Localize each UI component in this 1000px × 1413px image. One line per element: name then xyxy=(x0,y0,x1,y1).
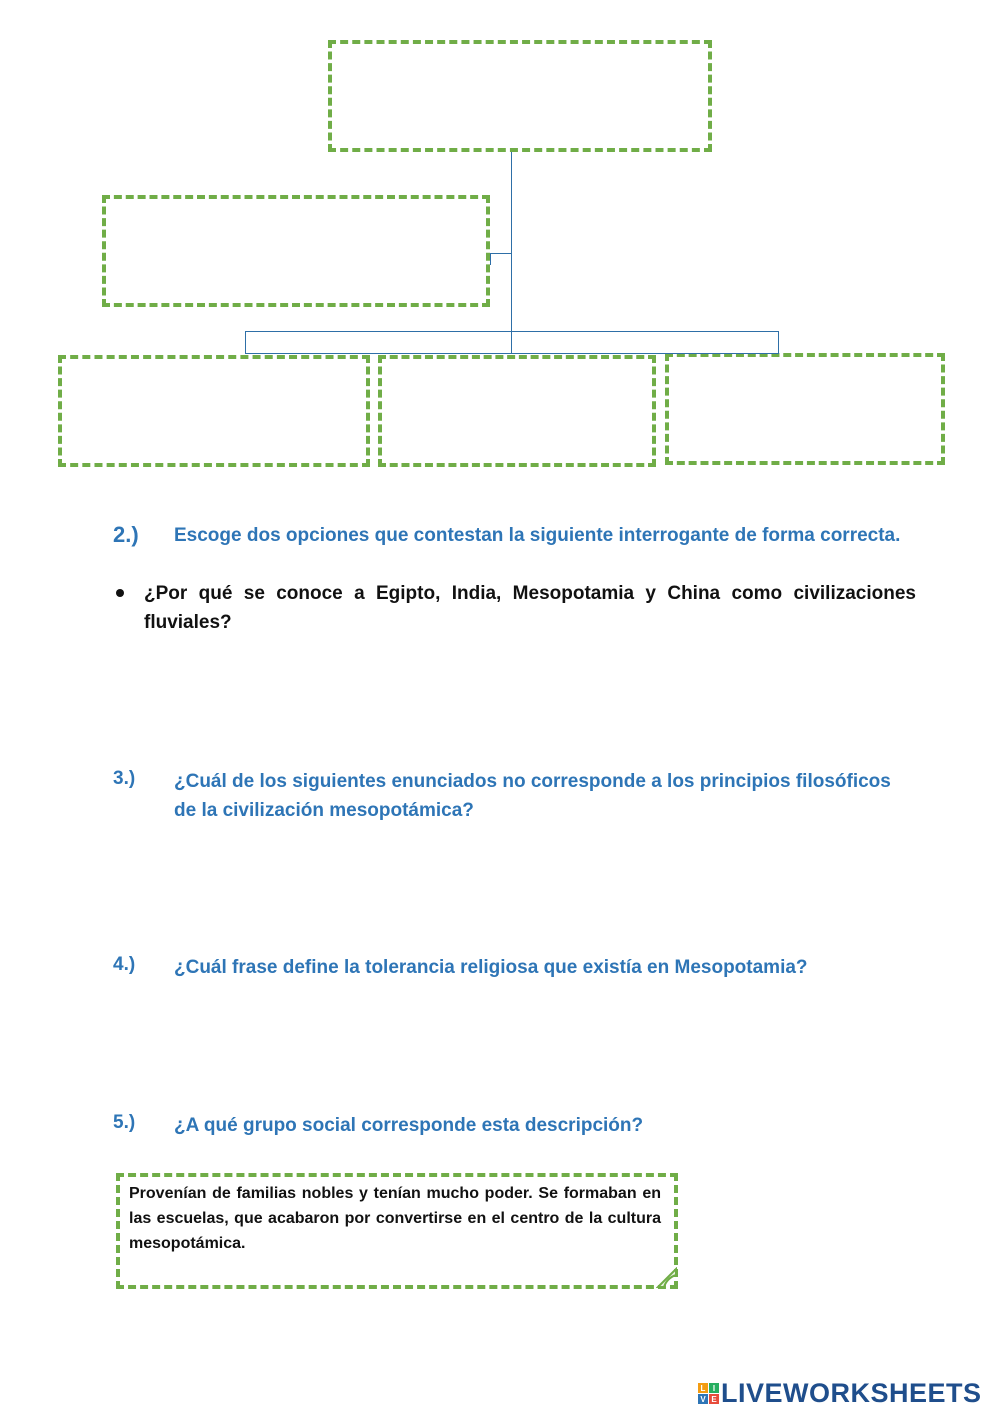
connector-horizontal xyxy=(245,331,779,332)
answer-box-middle-left[interactable] xyxy=(102,195,490,307)
answer-box-bottom-left[interactable] xyxy=(58,355,370,467)
answer-box-top[interactable] xyxy=(328,40,712,152)
connector-to-middle-left xyxy=(490,253,511,254)
question-5-text: ¿A qué grupo social corresponde esta descripción? xyxy=(174,1115,644,1136)
connector-drop-left xyxy=(245,331,246,354)
question-2-text: Escoge dos opciones que contestan la siguiente interrogante de forma correcta. xyxy=(174,525,901,546)
connector-middle-left-stub xyxy=(490,253,491,265)
question-3-text: ¿Cuál de los siguientes enunciados no corresponde a los principios filosóficos de la civilización mesopotámica? xyxy=(174,771,891,821)
question-2-number: 2.) xyxy=(113,522,139,547)
connector-drop-right xyxy=(778,331,779,354)
logo-grid-icon xyxy=(698,1383,719,1404)
connector-base xyxy=(245,353,779,354)
liveworksheets-logo xyxy=(698,1378,982,1409)
bullet-icon xyxy=(116,589,124,597)
description-box-top-dash xyxy=(116,1173,678,1177)
answer-box-bottom-center[interactable] xyxy=(378,355,656,467)
description-text: Provenían de familias nobles y tenían mucho poder. Se formaban en las escuelas, que acabaron por convertirse en el centro de la cultura mesopotámica. xyxy=(129,1185,661,1252)
page-curl-icon xyxy=(656,1267,678,1289)
logo-text: LIVEWORKSHEETS xyxy=(721,1378,982,1408)
question-4-number: 4.) xyxy=(113,954,136,975)
question-3-number: 3.) xyxy=(113,768,136,789)
answer-box-bottom-right[interactable] xyxy=(665,353,945,465)
logo-letter-v: V xyxy=(698,1394,708,1404)
question-5-number: 5.) xyxy=(113,1112,136,1133)
connector-vertical-main xyxy=(511,152,512,354)
logo-letter-l: L xyxy=(698,1383,708,1393)
question-2-bullet-text: ¿Por qué se conoce a Egipto, India, Mesopotamia y China como civilizaciones fluviales? xyxy=(144,583,916,633)
logo-letter-i: I xyxy=(709,1383,719,1393)
logo-letter-e: E xyxy=(709,1394,719,1404)
question-4-text: ¿Cuál frase define la tolerancia religiosa que existía en Mesopotamia? xyxy=(174,957,808,978)
